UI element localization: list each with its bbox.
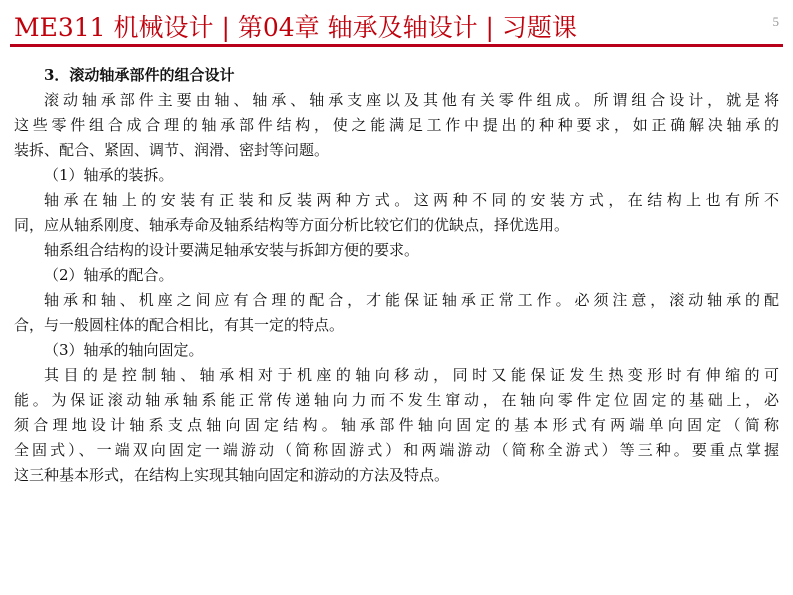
paragraph-line: 轴系组合结构的设计要满足轴承安装与拆卸方便的要求。: [44, 241, 420, 259]
item-heading: （3）轴承的轴向固定。: [44, 341, 204, 359]
paragraph-line: 这三种基本形式，在结构上实现其轴向固定和游动的方法及特点。: [14, 466, 450, 484]
title-divider: [10, 44, 783, 47]
paragraph-line: 装拆、配合、紧固、调节、润滑、密封等问题。: [14, 141, 330, 159]
paragraph-line: 滚动轴承部件主要由轴、轴承、轴承支座以及其他有关零件组成。所谓组合设计，就是将: [44, 91, 779, 109]
item-heading: （1）轴承的装拆。: [44, 166, 174, 184]
paragraph-line: 全固式）、一端双向固定一端游动（简称固游式）和两端游动（简称全游式）等三种。要重点掌握: [14, 441, 779, 459]
paragraph-line: 须合理地设计轴系支点轴向固定结构。轴承部件轴向固定的基本形式有两端单向固定（简称: [14, 416, 779, 434]
item-heading: （2）轴承的配合。: [44, 266, 174, 284]
document-body: [14, 63, 779, 488]
paragraph-line: 轴承和轴、机座之间应有合理的配合，才能保证轴承正常工作。必须注意，滚动轴承的配: [44, 291, 779, 309]
paragraph-line: 能。为保证滚动轴承轴系能正常传递轴向力而不发生窜动，在轴向零件定位固定的基础上，必: [14, 391, 779, 409]
paragraph-line: 轴承在轴上的安装有正装和反装两种方式。这两种不同的安装方式，在结构上也有所不: [44, 191, 779, 209]
paragraph-line: 合，与一般圆柱体的配合相比，有其一定的特点。: [14, 316, 345, 334]
section-heading: 3．滚动轴承部件的组合设计: [44, 66, 235, 84]
paragraph-line: 其目的是控制轴、轴承相对于机座的轴向移动，同时又能保证发生热变形时有伸缩的可: [44, 366, 779, 384]
paragraph-line: 这些零件组合成合理的轴承部件结构，使之能满足工作中提出的种种要求，如正确解决轴承的: [14, 116, 779, 134]
slide-title: ME311 机械设计 | 第04章 轴承及轴设计 | 习题课: [14, 13, 577, 42]
page-number: 5: [772, 14, 779, 29]
paragraph-line: 同，应从轴系刚度、轴承寿命及轴系结构等方面分析比较它们的优缺点，择优选用。: [14, 216, 570, 234]
